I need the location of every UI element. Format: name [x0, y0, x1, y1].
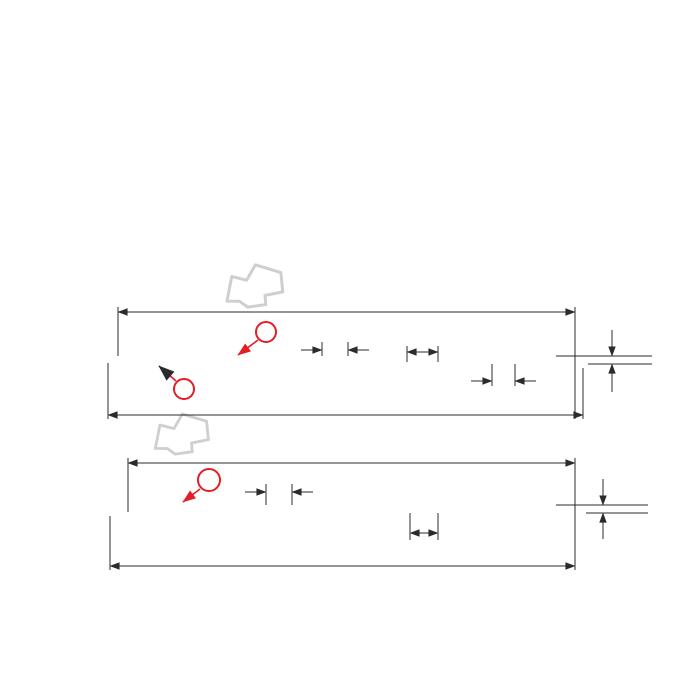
dim-crest-35-bottom — [245, 484, 313, 505]
dim-base-35-top — [471, 364, 536, 386]
dim-pitch-bottom — [128, 458, 575, 570]
callout-r — [183, 469, 220, 502]
metall-profil-logo-icon — [148, 408, 214, 462]
dim-height-18-bottom — [556, 479, 648, 539]
dim-crest-35-top — [301, 342, 369, 356]
metall-profil-logo-icon — [219, 258, 289, 315]
watermark-bottom — [148, 408, 214, 462]
dim-height-18-top — [556, 330, 652, 392]
dim-overall-top — [108, 363, 583, 419]
watermark-top — [219, 258, 289, 315]
dim-pitch-top — [118, 307, 575, 419]
callout-a — [159, 366, 194, 399]
callout-b — [238, 322, 276, 355]
dim-overall-bottom — [110, 516, 575, 570]
profile-top-section — [108, 307, 652, 419]
profile-bottom-section — [110, 458, 648, 570]
dim-valley-67-bottom — [410, 513, 438, 540]
dim-valley-67-top — [407, 346, 438, 362]
